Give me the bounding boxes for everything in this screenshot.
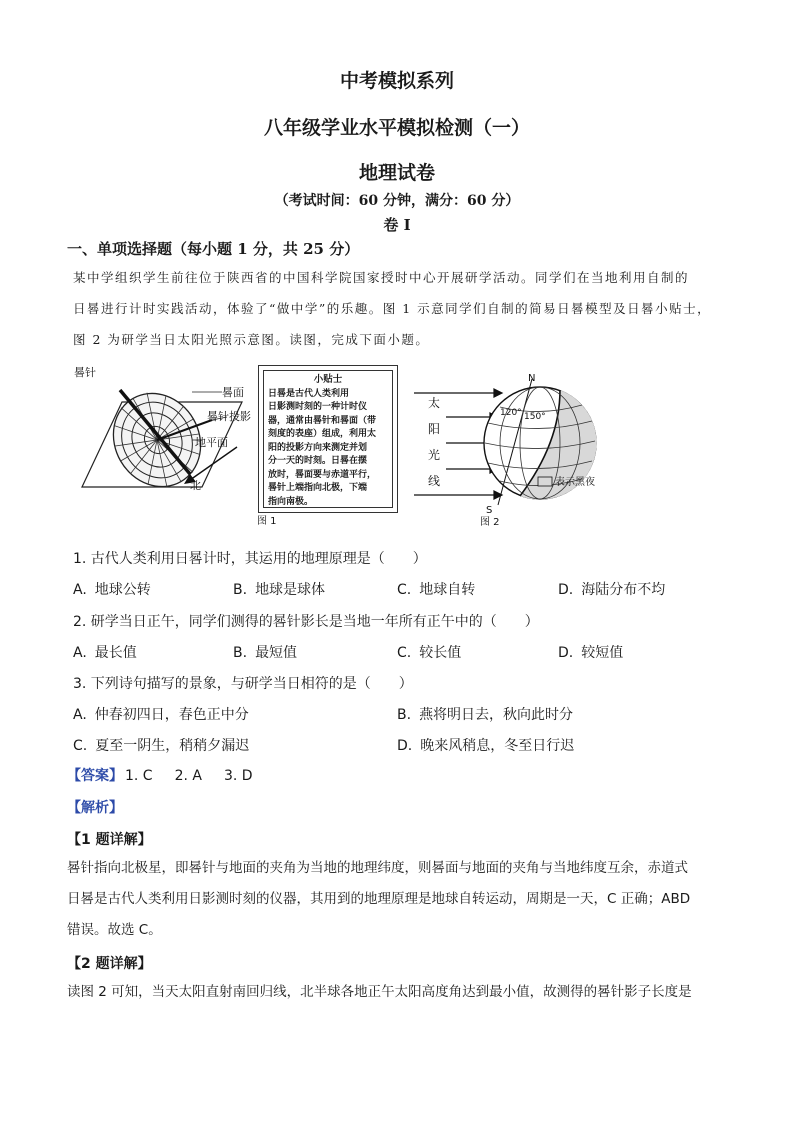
q1-analysis-text bbox=[67, 853, 727, 946]
analysis-line: 错误。故选 C。 bbox=[67, 922, 162, 938]
label-sun: 太 bbox=[428, 396, 441, 410]
label-xian: 线 bbox=[428, 474, 441, 488]
answer-item: 1. C bbox=[125, 768, 153, 784]
intro-line: 某中学组织学生前往位于陕西省的中国科学院国家授时中心开展研学活动。同学们在当地利用自制的 bbox=[73, 270, 690, 285]
q2-option-b: B. 最短值 bbox=[233, 645, 298, 661]
intro-line: 日晷进行计时实践活动，体验了“做中学”的乐趣。图 1 示意同学们自制的简易日晷模型及日晷小贴士， bbox=[73, 301, 712, 316]
label-dial: 晷面 bbox=[222, 386, 244, 399]
label-shadow: 晷针投影 bbox=[207, 410, 251, 423]
question-3-stem: 3. 下列诗句描写的景象，与研学当日相符的是（ ） bbox=[73, 676, 413, 692]
subject-title: 地理试卷 bbox=[358, 162, 435, 184]
label-gnomon: 晷针 bbox=[74, 366, 96, 379]
label-ground: 地平面 bbox=[195, 436, 228, 449]
q2-option-a: A. 最长值 bbox=[73, 645, 137, 661]
q1-option-b: B. 地球是球体 bbox=[233, 582, 326, 598]
q2-option-d: D. 较短值 bbox=[558, 645, 624, 661]
q3-option-a: A. 仲春初四日，春色正中分 bbox=[73, 707, 249, 723]
tip-title: 小贴士 bbox=[313, 374, 343, 385]
legend-swatch bbox=[538, 477, 552, 486]
series-title: 中考模拟系列 bbox=[339, 70, 454, 92]
answer-label: 【答案】 bbox=[67, 768, 123, 784]
q3-option-b: B. 燕将明日去，秋向此时分 bbox=[397, 707, 574, 723]
tip-line: 刻度的表座）组成，利用太 bbox=[268, 429, 377, 439]
label-150: 150° bbox=[524, 412, 546, 422]
exam-title: 八年级学业水平模拟检测（一） bbox=[263, 117, 530, 139]
question-1-stem: 1. 古代人类利用日晷计时，其运用的地理原理是（ ） bbox=[73, 551, 427, 567]
intro-line: 图 2 为研学当日太阳光照示意图。读图，完成下面小题。 bbox=[73, 332, 430, 347]
q1-option-c: C. 地球自转 bbox=[397, 582, 476, 598]
legend-label: 表示黑夜 bbox=[555, 477, 595, 488]
answer-line bbox=[67, 765, 253, 785]
label-yang: 阳 bbox=[428, 422, 441, 436]
label-s: S bbox=[486, 505, 493, 516]
figure-1-sundial bbox=[72, 362, 277, 532]
tip-line: 日影测时刻的一种计时仪 bbox=[268, 402, 368, 412]
question-2-stem: 2. 研学当日正午，同学们测得的晷针影长是当地一年所有正午中的（ ） bbox=[73, 614, 539, 630]
section-title: 一、单项选择题（每小题 1 分，共 25 分） bbox=[67, 240, 360, 258]
tip-line: 指向南极。 bbox=[268, 496, 314, 507]
tip-line: 日晷是古代人类利用 bbox=[268, 388, 350, 399]
q1-analysis-heading: 【1 题详解】 bbox=[67, 832, 152, 848]
figure-1-caption: 图 1 bbox=[257, 516, 277, 527]
q1-option-a: A. 地球公转 bbox=[73, 582, 151, 598]
tip-line: 放时，晷面要与赤道平行， bbox=[268, 469, 377, 480]
q3-option-c: C. 夏至一阴生，稍稍夕漏迟 bbox=[73, 738, 250, 754]
label-n: N bbox=[528, 373, 536, 384]
answer-item: 2. A bbox=[174, 768, 202, 784]
q1-option-d: D. 海陆分布不均 bbox=[558, 582, 666, 598]
tip-line: 晷针上端指向北极，下端 bbox=[268, 483, 368, 493]
tip-line: 阳的投影方向来测定并划 bbox=[268, 442, 368, 453]
exam-info: （考试时间：60 分钟，满分：60 分） bbox=[274, 193, 520, 209]
analysis-label: 【解析】 bbox=[67, 800, 123, 816]
analysis-line: 晷针指向北极星，即晷针与地面的夹角为当地的地理纬度，则晷面与地面的夹角与当地纬度互余，赤道式 bbox=[67, 860, 688, 876]
q3-option-d: D. 晚来风稍息，冬至日行迟 bbox=[397, 738, 575, 754]
volume-label: 卷 I bbox=[383, 216, 411, 234]
q2-analysis-text bbox=[67, 977, 727, 1008]
tip-line: 分一天的时刻。日晷在摆 bbox=[268, 456, 368, 466]
answer-item: 3. D bbox=[223, 768, 253, 784]
figure-2-caption: 图 2 bbox=[480, 517, 500, 528]
intro-passage bbox=[73, 262, 723, 355]
figure-2-globe bbox=[410, 365, 655, 530]
tip-box bbox=[258, 365, 398, 513]
label-north: 北 bbox=[190, 479, 201, 492]
q2-option-c: C. 较长值 bbox=[397, 645, 462, 661]
q2-analysis-heading: 【2 题详解】 bbox=[67, 956, 152, 972]
analysis-line: 日晷是古代人类利用日影测时刻的仪器，其用到的地理原理是地球自转运动，周期是一天，C 正确；ABD bbox=[67, 891, 691, 907]
tip-line: 器，通常由晷针和晷面（带 bbox=[268, 415, 377, 426]
label-guang: 光 bbox=[428, 448, 441, 462]
label-120: 120° bbox=[500, 408, 522, 418]
analysis-line: 读图 2 可知，当天太阳直射南回归线，北半球各地正午太阳高度角达到最小值，故测得的晷针影子长度是 bbox=[67, 984, 692, 1000]
